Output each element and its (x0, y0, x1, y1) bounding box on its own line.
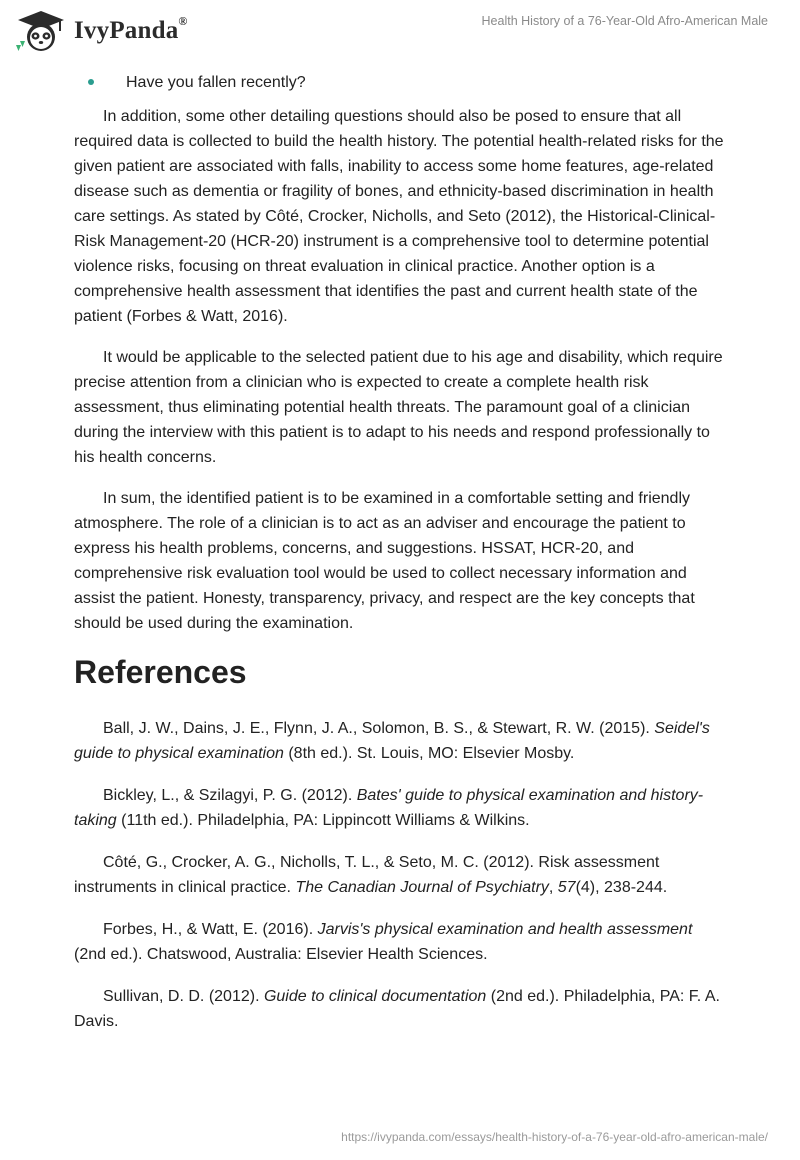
ivypanda-logo[interactable] (14, 8, 188, 54)
reference-item: Bickley, L., & Szilagyi, P. G. (2012). Bates' guide to physical examination and history-taking (11th ed.). Philadelphia, PA: Lippincott Williams & Wilkins. (74, 787, 704, 829)
reference-item: Sullivan, D. D. (2012). Guide to clinical documentation (2nd ed.). Philadelphia, PA: F. A. Davis. (74, 988, 720, 1030)
reference-item: Ball, J. W., Dains, J. E., Flynn, J. A., Solomon, B. S., & Stewart, R. W. (2015). Seidel's guide to physical examination (8th ed.). St. Louis, MO: Elsevier Mosby. (74, 720, 710, 762)
body-paragraph-1: In addition, some other detailing questions should also be posed to ensure that all required data is collected to build the health history. The potential health-related risks for the given patient are associated with falls, inability to access some home features, age-related disease such as dementia or fragility of bones, and ethnicity-based discrimination in health care settings. As stated by Côté, Crocker, Nicholls, and Seto (2012), the Historical-Clinical-Risk Management-20 (HCR-20) instrument is a comprehensive tool to determine potential violence risks, focusing on threat evaluation in clinical practice. Another option is a comprehensive health assessment that identifies the past and current health state of the patient (Forbes & Watt, 2016). (74, 108, 724, 325)
references-heading: References (74, 654, 247, 690)
reference-item: Forbes, H., & Watt, E. (2016). Jarvis's physical examination and health assessment (2nd ed.). Chatswood, Australia: Elsevier Health Sciences. (74, 921, 693, 963)
body-paragraph-2: It would be applicable to the selected patient due to his age and disability, which require precise attention from a clinician who is expected to create a complete health risk assessment, thus eliminating potential health threats. The paramount goal of a clinician during the interview with this patient is to adapt to his needs and respond professionally to his health concerns. (74, 349, 723, 466)
reference-item: Côté, G., Crocker, A. G., Nicholls, T. L., & Seto, M. C. (2012). Risk assessment instruments in clinical practice. The Canadian Journal of Psychiatry, 57(4), 238-244. (74, 854, 668, 896)
logo-text: IvyPanda® (74, 13, 188, 44)
source-url-link[interactable]: https://ivypanda.com/essays/health-history-of-a-76-year-old-afro-american-male/ (341, 1130, 768, 1144)
essay-content (74, 70, 724, 1051)
document-title: Health History of a 76-Year-Old Afro-American Male (481, 14, 768, 28)
bullet-item: Have you fallen recently? (74, 70, 724, 95)
panda-graduate-icon (14, 9, 68, 53)
body-paragraph-3: In sum, the identified patient is to be examined in a comfortable setting and friendly atmosphere. The role of a clinician is to act as an adviser and encourage the patient to express his health problems, concerns, and suggestions. HSSAT, HCR-20, and comprehensive risk evaluation tool would be used to collect necessary information and assist the patient. Honesty, transparency, privacy, and respect are the key concepts that should be used during the examination. (74, 490, 695, 632)
